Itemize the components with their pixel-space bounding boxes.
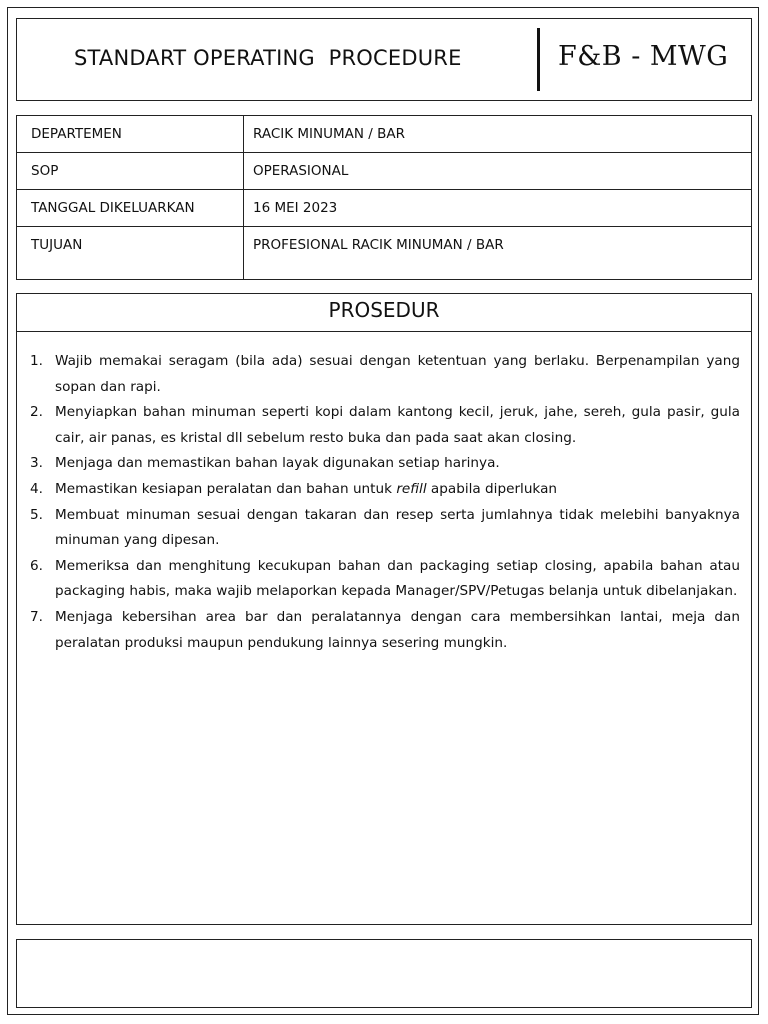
procedure-item-text: Menyiapkan bahan minuman seperti kopi dalam kantong kecil, jeruk, jahe, sereh, gula pasir, gula cair, air panas, es kristal dll sebelum resto buka dan pada saat akan closing.: [55, 404, 740, 446]
info-label: DEPARTEMEN: [17, 116, 244, 153]
procedure-item: [30, 349, 740, 400]
info-row-tanggal: [17, 190, 752, 227]
procedure-list: [30, 349, 740, 656]
info-row-sop: [17, 153, 752, 190]
procedure-item: [30, 503, 740, 554]
procedure-item: [30, 451, 740, 477]
procedure-item-number: 6.: [30, 557, 43, 574]
procedure-item-number: 3.: [30, 455, 43, 472]
info-label: SOP: [17, 153, 244, 190]
document-title: STANDART OPERATING PROCEDURE: [74, 46, 462, 70]
info-value: PROFESIONAL RACIK MINUMAN / BAR: [244, 227, 752, 280]
procedure-item-text: Menjaga kebersihan area bar dan peralatannya dengan cara membersihkan lantai, meja dan peralatan produksi maupun pendukung lainnya sesering mungkin.: [55, 608, 740, 651]
procedure-item-number: 2.: [30, 404, 43, 421]
footer-box: [16, 939, 752, 1008]
procedure-item: [30, 400, 740, 451]
procedure-item-text: Memeriksa dan menghitung kecukupan bahan dan packaging setiap closing, apabila bahan atau packaging habis, maka wajib melaporkan kepada Manager/SPV/Petugas belanja untuk dibelanjakan.: [55, 557, 740, 600]
procedure-item-text-before: Memastikan kesiapan peralatan dan bahan untuk: [55, 480, 397, 497]
info-row-tujuan: [17, 227, 752, 280]
info-value: OPERASIONAL: [244, 153, 752, 190]
document-code: F&B - MWG: [558, 41, 729, 72]
procedure-item: [30, 605, 740, 656]
procedure-item-number: 7.: [30, 608, 43, 625]
procedure-item: [30, 477, 740, 503]
procedure-item-text: Menjaga dan memastikan bahan layak digunakan setiap harinya.: [55, 455, 500, 472]
procedure-item-text-after: apabila diperlukan: [426, 480, 558, 497]
procedure-item: [30, 554, 740, 605]
procedure-item-text: Wajib memakai seragam (bila ada) sesuai dengan ketentuan yang berlaku. Berpenampilan yang sopan dan rapi.: [55, 353, 740, 395]
header-divider: [537, 28, 540, 91]
procedure-item-number: 5.: [30, 506, 43, 523]
procedure-item-number: 4.: [30, 480, 43, 497]
info-value: 16 MEI 2023: [244, 190, 752, 227]
procedure-item-number: 1.: [30, 353, 43, 369]
document-header: [16, 18, 752, 101]
info-row-departemen: [17, 116, 752, 153]
procedure-item-text: Membuat minuman sesuai dengan takaran dan resep serta jumlahnya tidak melebihi banyaknya minuman yang dipesan.: [55, 506, 740, 549]
procedure-section: [16, 293, 752, 925]
procedure-item-text-italic: refill: [396, 480, 427, 497]
procedure-title: PROSEDUR: [17, 294, 751, 332]
info-value: RACIK MINUMAN / BAR: [244, 116, 752, 153]
info-label: TUJUAN: [17, 227, 244, 280]
info-label: TANGGAL DIKELUARKAN: [17, 190, 244, 227]
sop-info-table: [16, 115, 752, 280]
